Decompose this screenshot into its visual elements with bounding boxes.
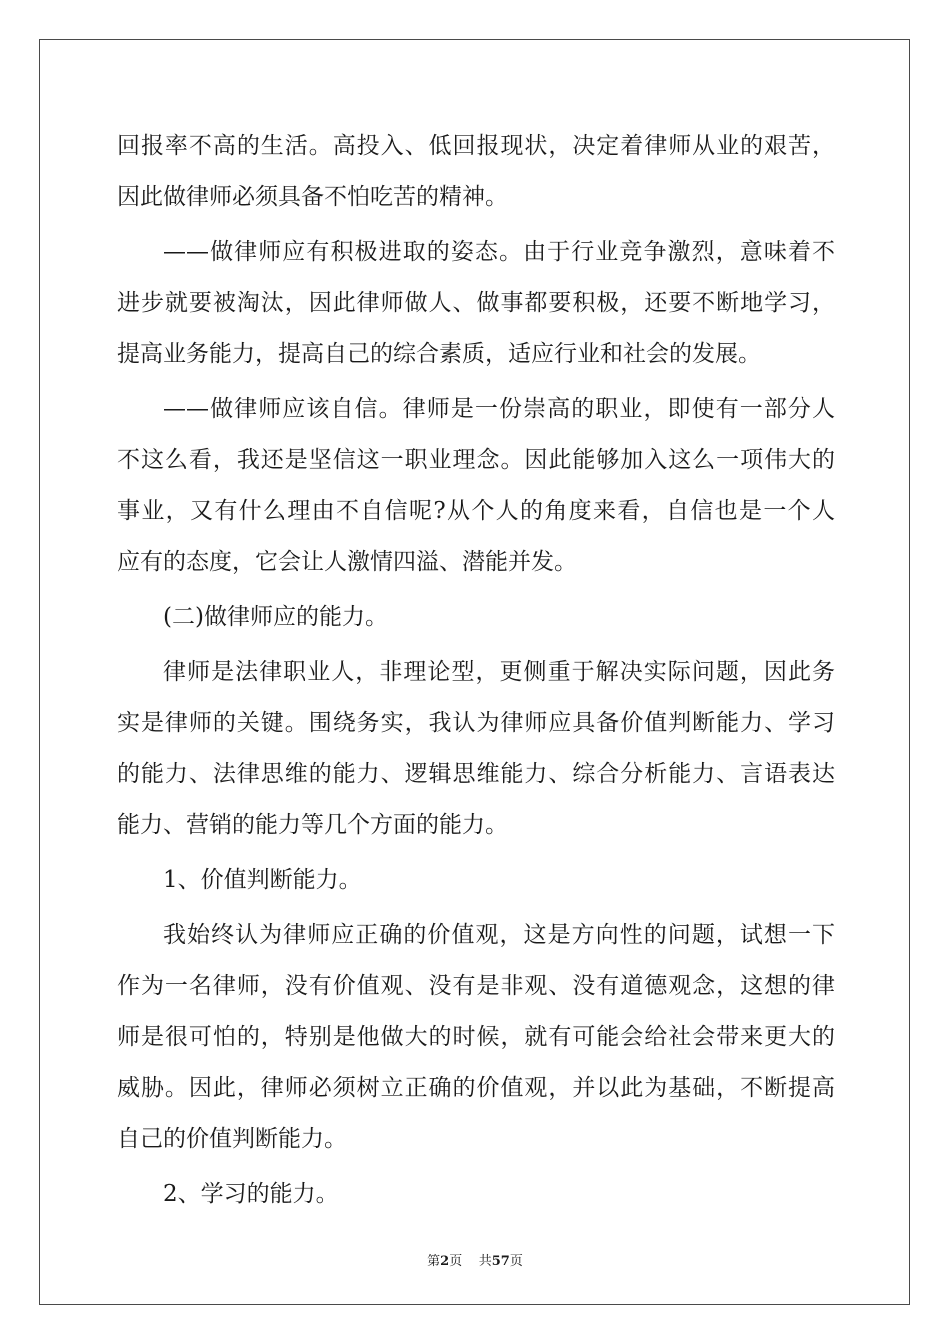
text-line: 事业，又有什么理由不自信呢?从个人的角度来看，自信也是一个人 [117, 498, 835, 524]
text-line: 的能力、法律思维的能力、逻辑思维能力、综合分析能力、言语表达 [117, 761, 835, 787]
text-line: ——做律师应该自信。律师是一份崇高的职业，即使有一部分人 [163, 396, 835, 422]
text-line: 作为一名律师，没有价值观、没有是非观、没有道德观念，这想的律 [117, 973, 835, 999]
text-line: 应有的态度，它会让人激情四溢、潜能并发。 [117, 549, 577, 575]
text-line: 因此做律师必须具备不怕吃苦的精神。 [117, 184, 508, 210]
section-heading: (二)做律师应的能力。 [163, 604, 388, 630]
page-number: 2 [440, 1254, 450, 1269]
text-line: 威胁。因此，律师必须树立正确的价值观，并以此为基础，不断提高 [117, 1075, 835, 1101]
text-line: 回报率不高的生活。高投入、低回报现状，决定着律师从业的艰苦， [117, 133, 835, 159]
total-pages-suffix: 页 [509, 1254, 523, 1269]
total-pages: 57 [491, 1254, 510, 1269]
page-footer [0, 1250, 950, 1269]
text-line: 提高业务能力，提高自己的综合素质，适应行业和社会的发展。 [117, 341, 761, 367]
total-pages-prefix: 共 [478, 1254, 492, 1269]
text-line: 师是很可怕的，特别是他做大的时候，就有可能会给社会带来更大的 [117, 1024, 835, 1050]
page-number-prefix: 第 [427, 1254, 441, 1269]
text-line: ——做律师应有积极进取的姿态。由于行业竞争激烈，意味着不 [163, 239, 835, 265]
page-number-suffix: 页 [449, 1254, 463, 1269]
text-line: 进步就要被淘汰，因此律师做人、做事都要积极，还要不断地学习， [117, 290, 835, 316]
section-heading: 1、价值判断能力。 [163, 867, 362, 893]
text-line: 实是律师的关键。围绕务实，我认为律师应具备价值判断能力、学习 [117, 710, 835, 736]
text-line: 不这么看，我还是坚信这一职业理念。因此能够加入这么一项伟大的 [117, 447, 835, 473]
section-heading: 2、学习的能力。 [163, 1181, 339, 1207]
text-line: 能力、营销的能力等几个方面的能力。 [117, 812, 508, 838]
text-line: 我始终认为律师应正确的价值观，这是方向性的问题，试想一下 [163, 922, 835, 948]
text-line: 自己的价值判断能力。 [117, 1126, 347, 1152]
text-line: 律师是法律职业人，非理论型，更侧重于解决实际问题，因此务 [163, 659, 835, 685]
document-body [117, 121, 835, 1220]
